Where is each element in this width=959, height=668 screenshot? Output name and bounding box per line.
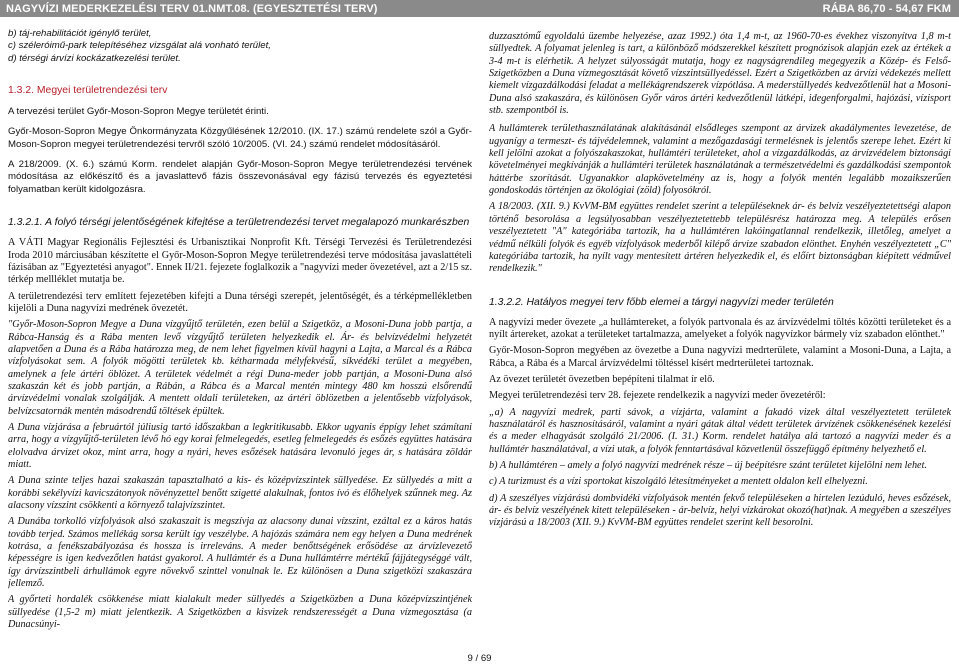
paragraph-tilalom: Az övezet területét övezetben bepépíteni tilalmat ír elő. (489, 373, 715, 385)
list-item-c: c) széleróimű-park telepítéséhez vizsgálat alá vonható terület, (8, 40, 271, 52)
paragraph-torkolat: A Dunába torkolló vízfolyások alsó szakaszait is megszívja az alacsony dunai vízszint, ezáltal ez a káros hatás tovább terjed. Számos mellékág sorsa került így veszélybe. A hajózás számára nem egy helyen a Duna medrének kotrása, a fenékszabályozása és hossza is irreleváns. A meder benőttségének erősödése az árvízlevezető képességre is igen kedvezőtlen hatást gyakorol. A hullámtér és a Duna hullámtérre mértékű fájjátegységgé vált, így árvízszintbeli árhullámok egyre növekvő szinttel vonulnak le. Ez különösen a Duna szigetközi szakaszára jellemző. (8, 516, 472, 590)
paragraph-hordalek: A győrteti hordalék csökkenése miatt kialakult meder süllyedés a Szigetközben a Duna középvízszintjének süllyedése (1,5-2 m) miatt jelentkezik. A Szigetközben a kisvizek rendszerességét a Duna vízmegosztása (a Dunacsúnyi- (8, 594, 472, 631)
paragraph-rendelet: Győr-Moson-Sopron Megye Önkormányzata Közgyűlésének 12/2010. (IX. 17.) számú rendelete szól a Győr-Moson-Sopron megyei területrendezési tervről szóló 10/2005. (VI. 24.) számú rendelet módosításáról. (8, 126, 472, 150)
paragraph-vizjaras: A Duna vízjárása a februártól júliusig tartó időszakban a legkritikusabb. Ekkor ugyanis éppígy lehet számítani arra, hogy a vízgyűjtő-területen lévő hó egy korai felmelegedés, esetleg felmelegedés és esőzés együttes hatására elolvadva árvizet okoz, mint arra, hogy a nyári, heves esőzések hatására levonuló jeges ár, s hatására zöldár miatt. (8, 421, 472, 470)
paragraph-duzzaszto: duzzasztómű egyoldalú üzembe helyezése, azaz 1992.) óta 1,4 m-t, az 1960-70-es évekhez viszonyítva 1,8 m-t süllyedtek. A folyamat jelenleg is tart, a különböző módszerekkel készített prognózisok alapján ezek az értékek a 3-4 m-t is elérhetik. A helyzet súlyosságát mutatja, hogy ez nagyságrendileg megegyezik a Közép- és Felső-Szigetközben a Duna vízmegosztását követő vízszintsüllyedéssel. Ezért a Szigetközben az árvízi védekezés mellett kiemelt vízgazdálkodási feladat a mellékágrendszerek vízpótlása. A mederstüllyedés kedvezőtlenül hat a Mosoni-Duna alsó szakaszára, és különösen Győr város ártéri kedvezőtlenül látképi, idegenforgalmi, hajózási, vízisport stb. szempontból is. (489, 31, 951, 117)
paragraph-vizszint: A Duna szinte teljes hazai szakaszán tapasztalható a kis- és középvízszintek süllyedése. Ez süllyedés a mitt a korábbi sekélyvízi kavicszátonyok növényzettel benőtt szigetté alakulnak, fontos ívó és élőhelyek szűnnek meg. Az alacsony vízszint csökkenti a környező talajvízszintet. (8, 475, 472, 512)
header-range: RÁBA 86,70 - 54,67 FKM (822, 2, 951, 15)
section-title-1-3-2: 1.3.2. Megyei területrendezési terv (8, 85, 168, 97)
paragraph-nagyvizi-meder: A nagyvízi meder övezete „a hullámtereket, a folyók partvonala és az árvízvédelmi töltés közötti területeket és a nyílt ártereket, azokat a területeket tartalmazza, amelyeket a folyók nagyvízkor bármely víz szabadon elönthet." (489, 316, 951, 340)
page-number: 9 / 69 (467, 653, 492, 664)
list-item-b: b) táj-rehabilitációt igénylő terület, (8, 28, 152, 39)
list-item-d: d) térségi árvízi kockázatkezelési terület. (8, 52, 181, 64)
paragraph-point-c: c) A turizmust és a vízi sportokat kiszolgáló létesítményeket a mentett oldalon kell elhelyezni. (489, 476, 868, 488)
paragraph-vati: A VÁTI Magyar Regionális Fejlesztési és Urbanisztikai Nonprofit Kft. Térségi Tervezési és Területrendezési Iroda 2010 márciusában készítette el Győr-Moson-Sopron Megye területrendezési terve módosítása javaslattételi fázisában az "Egyeztetési anyagot". Ennek II/21. fejezete foglalkozik a "nagyvízi meder övezetével, azt a 2/15 sz. térkép mellléklet mutatja be. (8, 237, 472, 286)
paragraph-intro: A tervezési terület Győr-Moson-Sopron Megye területét érinti. (8, 105, 269, 117)
page-header (0, 0, 959, 17)
right-column (489, 31, 951, 530)
paragraph-28-fejezet: Megyei területrendezési terv 28. fejezete rendelkezik a nagyvízi meder övezetéről: (489, 390, 826, 402)
header-title: NAGYVÍZI MEDERKEZELÉSI TERV 01.NMT.08. (EGYESZTETÉSI TERV) (6, 2, 378, 15)
paragraph-quote-gyor: "Győr-Moson-Sopron Megye a Duna vízgyűjtő területén, ezen belül a Szigetköz, a Mosoni-Duna jobb partja, a Rábca-Hanság és a Rába menten levő vízgyűjtő területen helyezkedik el. Ár- és belvízvédelmi helyzetét alapvetően a Duna és a Rába határozza meg, de nem lehet figyelmen kívül hagyni a Lajta, a Marcal és a Rábca vízfolyásokat sem. A folyók mögötti területek kb. kétharmada mélyfekvésű, síkvédéki terület a megyében, amelynek a fele ártéri öblözet. A területek védelmét a régi Duna-meder jobb partján, a Mosoni-Duna alsó szakaszán két és jobb partján, a Rábán, a Rábca és a Marcal mentén mintegy 480 km hosszú elsőrendű árvízvédelmi vonalak szolgálják. A mentett oldali területeken, az ártéri öblözetben a jelentősebb vízfolyások, belvízcsatornák mentén másodrendű töltések épültek. (8, 319, 472, 417)
left-column (8, 28, 472, 631)
paragraph-point-a: „a) A nagyvízi medrek, parti sávok, a vízjárta, valamint a fakadó vizek által veszélyeztetett területek használatáról és hasznosításáról, valamint a nyári gátak által védett területek árvízének csökkenésének kezelési és a meder elhagyását szolgáló 21/2006. (I. 31.) Korm. rendelet hatálya alá tartozó a nagyvízi meder és a hullámtér használatával, a vízi utak, a folyók fenntartásával közvetlenül összefüggő építmény helyezhető el. (489, 406, 951, 455)
paragraph-point-b: b) A hullámtéren – amely a folyó nagyvízi medrének része – új beépítésre szánt területet kijelölni nem lehet. (489, 459, 927, 471)
paragraph-korm-rendelet: A 218/2009. (X. 6.) számú Korm. rendelet alapján Győr-Moson-Sopron Megye területrendezési tervének módosítása az előkészítő és a javaslattevő fázis összevonásával egy fázisú tervezés és egyeztetési folyamatban került kidolgozásra. (8, 158, 472, 195)
paragraph-duna-szerep: A területrendezési terv említett fejezetében kifejti a Duna térségi szerepét, jelentőségét, és a térképmellékletben kijelöli a Duna nagyvízi medrének övezetét. (8, 290, 472, 314)
subsection-title-1-3-2-2: 1.3.2.2. Hatályos megyei terv főbb elemei a tárgyi nagyvízi meder területén (489, 296, 834, 308)
paragraph-hullamterek: A hullámterek területhasználatának alakításánál elsődleges szempont az árvizek akadálymentes levezetése, de ugyanígy a termeszt- és tájvédelemnek, valamint a mezőgazdasági termelésnek is jelentős szerepe lehet. Ezért ki kell jelölni azokat a folyószakaszokat, hullámtéri területeket, ahol a vízgazdálkodás, az árvízvédelem biztonsági követelményei megkívánják a hullámtéri területek használatának a természetvédelmi és gazdálkodási szempontok háttérbe szorítását. Ugyanakkor alapkövetelmény az is, hogy a folyók mentén legalább mozaikszerűen gondoskodás történjen az ökológiai (zöld) folyosókról. (489, 123, 951, 197)
paragraph-point-d: d) A szeszélyes vízjárású dombvidéki vízfolyások mentén fekvő településeken a hirtelen lezúduló, heves esőzések, ár- és belvíz veszélyének kitett településeken - ár-belvíz, helyi vízkárokat okozó(hat)nak. A megyében a szeszélyes vízjárású a 18/2003 (XII. 9.) KvVM-BM együttes rendelet szerint kell besorolni. (489, 492, 951, 529)
subsection-title-1-3-2-1: 1.3.2.1. A folyó térségi jelentőségének kifejtése a területrendezési tervet megalapozó munkarészben (8, 217, 470, 229)
paragraph-megye-ovezet: Győr-Moson-Sopron megyében az övezetbe a Duna nagyvízi medrterülete, valamint a Mosoni-Duna, a Lajta, a Rábca, a Rába és a Marcal árvízvédelmi töltéssel kísért medrterületei tartoznak. (489, 345, 951, 369)
paragraph-kvvm-rendelet: A 18/2003. (XII. 9.) KvVM-BM együttes rendelet szerint a településeknek ár- és belvíz veszélyeztetettségi alapon történő besorolása a legsúlyosabban veszélyeztetettebb településrész határozza meg. A település erősen veszélyeztetett "A" kategóriába tartozik, ha a hullámtéren lakóingatlannal rendelkezik, illetőleg, amelyet a védmű nélküli folyók és egyéb vízfolyások mederből kilépő árvize szabadon elönthet. Enyhén veszélyeztetett „C" kategóriába tartozik, ha nyílt vagy mentesített ártéren helyezkedik el, és előírt biztonságban kiépített védművel rendelkezik." (489, 201, 951, 275)
